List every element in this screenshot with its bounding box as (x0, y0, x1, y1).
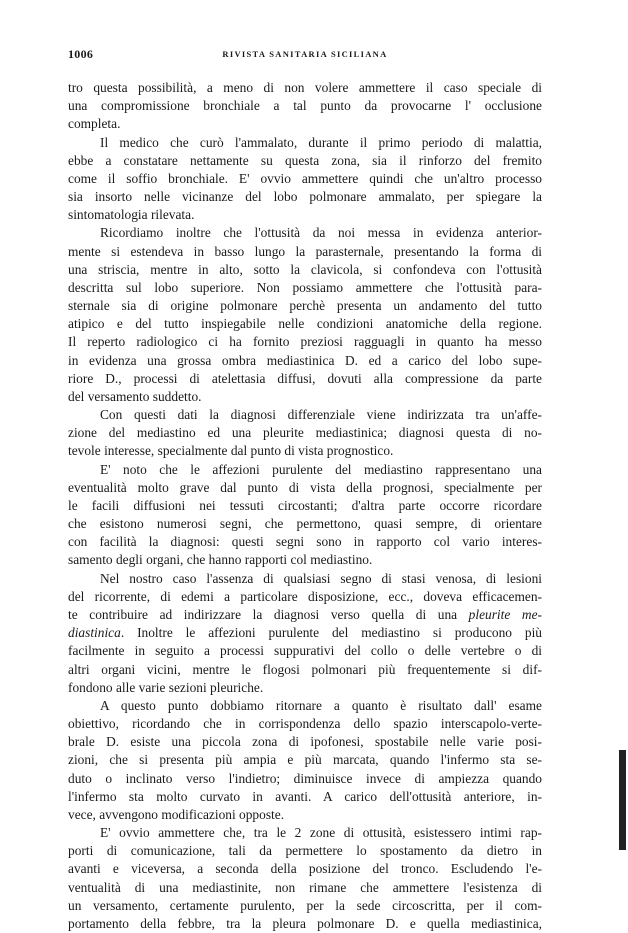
text-line: riore D., processi di atelettasia diffusi, dovuti alla compressione da parte (68, 370, 542, 386)
text-line: zioni, che si presenta più ampia e più marcata, quando l'infermo sta se- (68, 752, 542, 768)
text-line: portamento della febbre, tra la pleura polmonare D. e quella mediastinica, (68, 915, 542, 931)
text-line: Nel nostro caso l'assenza di qualsiasi segno di stasi venosa, di lesioni (100, 570, 542, 586)
text-line: E' ovvio ammettere che, tra le 2 zone di ottusità, esistessero intimi rap- (100, 825, 542, 841)
text-line: tro questa possibilità, a meno di non volere ammettere il caso speciale di (68, 80, 542, 95)
text-line: Il reperto radiologico ci ha fornito preziosi ragguagli in quanto ha messo (68, 334, 542, 350)
text-line: in evidenza una grossa ombra mediastinica D. ed a carico del lobo supe- (68, 352, 542, 368)
text-line: Ricordiamo inoltre che l'ottusità da noi messa in evidenza anterior- (100, 225, 542, 241)
text-line: atipico e del tutto inspiegabile nelle condizioni anatomiche della regione. (68, 316, 542, 332)
text-line: fondono alle varie sezioni pleuriche. (68, 679, 264, 695)
text-line: sia insorto nelle vicinanze del lobo polmonare ammalato, per spiegare la (68, 189, 542, 205)
text-line: eventualità molto grave dal punto di vista della prognosi, specialmente per (68, 479, 542, 495)
text-line: del ricorrente, di edemi a particolare disposizione, ecc., doveva efficacemen- (68, 588, 542, 604)
text-line: avanti e viceversa, a seconda della posizione del tronco. Escludendo l'e- (68, 861, 542, 877)
text-line: del versamento suddetto. (68, 388, 202, 404)
text-line: te contribuire ad indirizzare la diagnosi verso quella di una pleurite me- (68, 606, 542, 622)
text-line: mente si estendeva in basso lungo la parasternale, presentando la forma di (68, 243, 542, 259)
text-line: samento degli organi, che hanno rapporti col mediastino. (68, 552, 373, 568)
scan-edge-mark (619, 750, 626, 850)
text-line: sternale sia di origine polmonare perchè presenta un andamento del tutto (68, 298, 542, 314)
text-line: sintomatologia rilevata. (68, 207, 195, 223)
text-line: tevole interesse, specialmente dal punto di vista prognostico. (68, 443, 394, 459)
text-line: Con questi dati la diagnosi differenziale viene indirizzata tra un'affe- (100, 407, 542, 423)
text-line: come il soffio bronchiale. E' ovvio ammettere quindi che un'altro processo (68, 170, 542, 186)
text-line: zione del mediastino ed una pleurite mediastinica; diagnosi questa di no- (68, 425, 542, 441)
text-line: A questo punto dobbiamo ritornare a quanto è risultato dall' esame (100, 697, 542, 713)
text-line: una striscia, mentre in alto, sotto la clavicola, si confondeva con l'ottusità (68, 261, 542, 277)
text-line: ventualità di una mediastinite, non rimane che ammettere l'esistenza di (68, 879, 542, 895)
text-line: altri organi vicini, mentre le flogosi polmonari più frequentemente si dif- (68, 661, 542, 677)
text-line: completa. (68, 116, 121, 132)
text-line: le facili diffusioni nei tessuti circostanti; d'altra parte occorre ricordare (68, 497, 542, 513)
text-line: ebbe a constatare nettamente su questa zona, sia il rinforzo del fremito (68, 152, 542, 168)
text-line: descritta sul lobo superiore. Non possiamo ammettere che l'ottusità para- (68, 279, 542, 295)
text-line: una compromissione bronchiale a tal punto da provocarne l' occlusione (68, 98, 542, 114)
running-header (68, 47, 542, 65)
text-line: l'infermo sta molto curvato in avanti. A carico dell'ottusità anteriore, in- (68, 788, 542, 804)
text-line: porti di comunicazione, tali da permettere lo spostamento da dietro in (68, 843, 542, 859)
text-line: diastinica. Inoltre le affezioni purulente del mediastino si producono più (68, 625, 542, 641)
text-line: con facilità la diagnosi: questi segni sono in rapporto col vario interes- (68, 534, 542, 550)
body-text (68, 79, 542, 933)
text-line: vece, avvengono modificazioni opposte. (68, 806, 285, 822)
text-line: obiettivo, ricordando che in corrispondenza dello spazio interscapolo-verte- (68, 716, 542, 732)
text-line: Il medico che curò l'ammalato, durante il primo periodo di malattia, (100, 134, 542, 150)
text-line: duto o inclinato verso l'indietro; diminuisce invece di ampiezza quando (68, 770, 542, 786)
page-number: 1006 (68, 47, 94, 61)
text-line: E' noto che le affezioni purulente del mediastino rappresentano una (100, 461, 542, 477)
journal-title: RIVISTA SANITARIA SICILIANA (222, 49, 388, 59)
text-line: che esistono numerosi segni, che permettono, quasi sempre, di orientare (68, 516, 542, 532)
text-line: facilmente in seguito a processi suppurativi del collo o delle vertebre o di (68, 643, 542, 659)
text-line: un versamento, certamente purulento, per la sede circoscritta, per il com- (68, 897, 542, 913)
text-line: brale D. esiste una piccola zona di ipofonesi, spostabile nelle varie posi- (68, 734, 542, 750)
